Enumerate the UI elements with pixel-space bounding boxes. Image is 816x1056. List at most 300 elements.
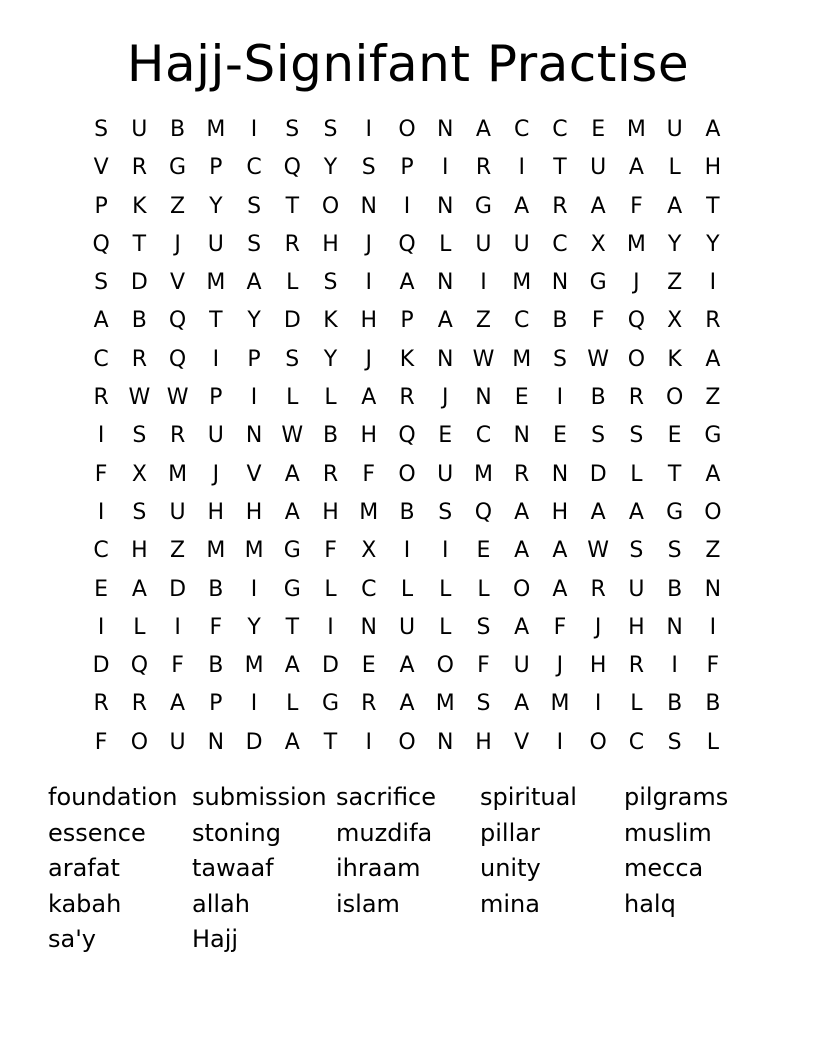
grid-letter[interactable]: Q [398, 231, 416, 257]
grid-letter[interactable]: D [245, 729, 263, 755]
grid-letter[interactable]: S [247, 231, 262, 257]
grid-letter[interactable]: O [130, 729, 149, 755]
grid-letter[interactable]: A [284, 499, 300, 525]
grid-letter[interactable]: Y [706, 231, 720, 257]
grid-letter[interactable]: H [360, 423, 378, 449]
grid-letter[interactable]: B [552, 308, 568, 334]
grid-letter[interactable]: J [594, 614, 602, 640]
grid-letter[interactable]: P [209, 385, 223, 411]
grid-letter[interactable]: N [551, 270, 569, 296]
grid-letter[interactable]: M [435, 691, 455, 717]
grid-letter[interactable]: P [209, 155, 223, 181]
grid-letter[interactable]: O [704, 499, 722, 525]
grid-letter[interactable]: W [128, 385, 151, 411]
grid-letter[interactable]: U [437, 461, 454, 487]
grid-letter[interactable]: R [475, 155, 492, 181]
grid-letter[interactable]: A [399, 270, 415, 296]
grid-letter[interactable]: O [436, 653, 454, 679]
grid-letter[interactable]: A [361, 385, 377, 411]
grid-letter[interactable]: S [629, 423, 644, 449]
grid-letter[interactable]: N [436, 117, 454, 142]
grid-letter[interactable]: C [552, 231, 568, 257]
grid-letter[interactable]: X [667, 308, 683, 334]
grid-letter[interactable]: A [705, 346, 721, 372]
grid-letter[interactable]: I [480, 270, 487, 296]
grid-letter[interactable]: C [514, 308, 530, 334]
grid-letter[interactable]: A [170, 691, 186, 717]
grid-letter[interactable]: A [628, 499, 644, 525]
grid-letter[interactable]: Q [627, 308, 646, 334]
grid-letter[interactable]: M [168, 461, 188, 487]
grid-row [82, 379, 732, 417]
grid-letter[interactable]: S [667, 729, 682, 755]
grid-letter[interactable]: N [436, 193, 454, 219]
grid-letter[interactable]: A [475, 117, 491, 142]
grid-letter[interactable]: F [209, 614, 223, 640]
grid-letter[interactable]: L [286, 270, 299, 296]
grid-letter[interactable]: O [398, 117, 416, 142]
grid-letter[interactable]: I [250, 385, 258, 411]
grid-letter[interactable]: E [552, 423, 567, 449]
grid-letter[interactable]: I [250, 576, 258, 602]
grid-letter[interactable]: Q [92, 231, 110, 257]
grid-letter[interactable]: F [630, 193, 643, 219]
grid-letter[interactable]: L [133, 614, 146, 640]
grid-letter[interactable]: G [283, 538, 301, 564]
grid-letter[interactable]: J [633, 270, 640, 296]
grid-letter[interactable]: P [94, 193, 108, 219]
grid-letter[interactable]: R [131, 346, 147, 372]
grid-letter[interactable]: L [286, 691, 299, 717]
grid-letter[interactable]: Y [667, 231, 682, 257]
grid-letter[interactable]: T [553, 155, 567, 181]
grid-letter[interactable]: I [709, 270, 717, 296]
grid-letter[interactable]: H [628, 614, 645, 640]
grid-letter[interactable]: U [666, 117, 683, 142]
grid-letter[interactable]: I [97, 614, 105, 640]
grid-letter[interactable]: R [552, 193, 568, 219]
grid-letter[interactable]: L [324, 576, 337, 602]
grid-letter[interactable]: N [245, 423, 263, 449]
word-list-item: sacrifice [336, 783, 437, 811]
grid-letter[interactable]: K [399, 346, 415, 372]
grid-letter[interactable]: M [206, 270, 226, 296]
grid-letter[interactable]: P [400, 308, 414, 334]
word-list-item: muzdifa [336, 818, 433, 847]
grid-letter[interactable]: J [174, 231, 181, 257]
grid-letter[interactable]: H [704, 155, 722, 181]
grid-row [82, 494, 732, 532]
grid-letter[interactable]: L [400, 576, 414, 602]
grid-letter[interactable]: A [399, 653, 415, 679]
grid-letter[interactable]: K [132, 193, 147, 219]
grid-letter[interactable]: U [590, 155, 607, 181]
grid-letter[interactable]: Z [170, 538, 186, 564]
grid-letter[interactable]: L [706, 729, 719, 755]
grid-letter[interactable]: G [474, 193, 492, 219]
grid-letter[interactable]: J [441, 385, 449, 411]
grid-letter[interactable]: B [208, 576, 224, 602]
grid-letter[interactable]: R [399, 385, 415, 411]
grid-letter[interactable]: U [131, 117, 148, 142]
grid-letter[interactable]: Y [209, 193, 223, 219]
grid-letter[interactable]: Z [705, 385, 721, 411]
grid-letter[interactable]: G [321, 691, 340, 717]
grid-letter[interactable]: H [551, 499, 569, 525]
grid-letter[interactable]: C [361, 576, 377, 602]
grid-letter[interactable]: B [590, 385, 606, 411]
grid-letter[interactable]: S [552, 346, 567, 372]
grid-letter[interactable]: S [476, 691, 491, 717]
grid-letter[interactable]: A [437, 308, 453, 334]
grid-letter[interactable]: L [630, 461, 643, 487]
grid-letter[interactable]: H [322, 499, 339, 525]
grid-letter[interactable]: F [171, 653, 184, 679]
grid-letter[interactable]: C [93, 346, 109, 372]
grid-letter[interactable]: O [589, 729, 607, 755]
grid-letter[interactable]: U [207, 231, 224, 257]
grid-letter[interactable]: D [283, 308, 301, 334]
grid-letter[interactable]: R [361, 691, 377, 717]
grid-letter[interactable]: N [436, 270, 454, 296]
grid-letter[interactable]: N [513, 423, 530, 449]
grid-letter[interactable]: N [360, 193, 377, 219]
grid-letter[interactable]: A [667, 193, 683, 219]
grid-letter[interactable]: Z [475, 308, 491, 334]
grid-letter[interactable]: I [327, 614, 334, 640]
grid-letter[interactable]: C [93, 538, 109, 564]
grid-letter[interactable]: B [705, 691, 721, 717]
grid-letter[interactable]: T [667, 461, 682, 487]
grid-letter[interactable]: H [589, 653, 607, 679]
grid-letter[interactable]: E [667, 423, 682, 449]
grid-letter[interactable]: G [589, 270, 607, 296]
grid-letter[interactable]: E [591, 117, 606, 142]
grid-letter[interactable]: A [590, 499, 606, 525]
grid-letter[interactable]: I [594, 691, 602, 717]
grid-letter[interactable]: R [628, 385, 645, 411]
grid-letter[interactable]: C [628, 729, 645, 755]
grid-letter[interactable]: J [212, 461, 220, 487]
grid-letter[interactable]: S [629, 538, 644, 564]
grid-letter[interactable]: B [208, 653, 224, 679]
grid-letter[interactable]: B [322, 423, 339, 449]
grid-letter[interactable]: D [130, 270, 148, 296]
grid-letter[interactable]: M [473, 461, 493, 487]
grid-letter[interactable]: S [591, 423, 606, 449]
grid-letter[interactable]: C [514, 117, 530, 142]
grid-letter[interactable]: M [626, 231, 646, 257]
grid-letter[interactable]: U [207, 423, 224, 449]
grid-letter[interactable]: L [439, 614, 452, 640]
grid-letter[interactable]: I [365, 270, 372, 296]
grid-letter[interactable]: F [553, 614, 567, 640]
grid-letter[interactable]: L [324, 385, 337, 411]
grid-letter[interactable]: A [514, 691, 530, 717]
grid-letter[interactable]: S [94, 270, 109, 296]
grid-letter[interactable]: U [628, 576, 645, 602]
grid-letter[interactable]: F [94, 461, 108, 487]
grid-letter[interactable]: I [671, 653, 678, 679]
grid-letter[interactable]: S [132, 423, 147, 449]
grid-letter[interactable]: H [131, 538, 148, 564]
grid-letter[interactable]: V [170, 270, 186, 296]
grid-letter[interactable]: F [94, 729, 108, 755]
grid-letter[interactable]: N [360, 614, 377, 640]
grid-letter[interactable]: M [626, 117, 646, 142]
grid-letter[interactable]: A [284, 461, 300, 487]
grid-letter[interactable]: V [93, 155, 109, 181]
grid-letter[interactable]: S [132, 499, 147, 525]
grid-letter[interactable]: M [206, 117, 226, 142]
grid-letter[interactable]: J [556, 653, 564, 679]
grid-letter[interactable]: I [556, 385, 564, 411]
grid-letter[interactable]: L [668, 155, 681, 181]
grid-letter[interactable]: W [166, 385, 189, 411]
grid-letter[interactable]: J [365, 231, 372, 257]
grid-letter[interactable]: I [403, 538, 411, 564]
grid-letter[interactable]: G [283, 576, 301, 602]
grid-letter[interactable]: R [93, 385, 109, 411]
grid-row [82, 226, 732, 264]
grid-letter[interactable]: F [591, 308, 605, 334]
grid-letter[interactable]: S [476, 614, 491, 640]
grid-letter[interactable]: A [284, 653, 300, 679]
grid-letter[interactable]: E [514, 385, 529, 411]
grid-letter[interactable]: F [324, 538, 337, 564]
grid-letter[interactable]: H [475, 729, 492, 755]
grid-letter[interactable]: R [628, 653, 645, 679]
grid-letter[interactable]: U [513, 231, 530, 257]
grid-letter[interactable]: T [285, 614, 300, 640]
grid-letter[interactable]: L [630, 691, 643, 717]
grid-letter[interactable]: G [169, 155, 187, 181]
grid-letter[interactable]: M [359, 499, 379, 525]
grid-letter[interactable]: F [362, 461, 376, 487]
grid-letter[interactable]: L [477, 576, 490, 602]
grid-letter[interactable]: D [92, 653, 110, 679]
grid-letter[interactable]: F [477, 653, 490, 679]
grid-letter[interactable]: A [93, 308, 109, 334]
grid-letter[interactable]: M [244, 653, 264, 679]
grid-letter[interactable]: S [323, 117, 338, 142]
grid-letter[interactable]: A [705, 117, 721, 142]
grid-letter[interactable]: B [667, 576, 683, 602]
grid-letter[interactable]: P [400, 155, 414, 181]
grid-letter[interactable]: M [244, 538, 264, 564]
grid-letter[interactable]: P [209, 691, 223, 717]
grid-letter[interactable]: D [169, 576, 187, 602]
grid-letter[interactable]: A [705, 461, 721, 487]
grid-letter[interactable]: Q [168, 346, 187, 372]
grid-letter[interactable]: X [361, 538, 377, 564]
grid-letter[interactable]: V [514, 729, 530, 755]
grid-letter[interactable]: L [439, 231, 452, 257]
grid-letter[interactable]: Z [667, 270, 683, 296]
grid-letter[interactable]: M [206, 538, 226, 564]
grid-letter[interactable]: H [207, 499, 225, 525]
grid-letter[interactable]: A [399, 691, 415, 717]
grid-letter[interactable]: V [246, 461, 262, 487]
grid-letter[interactable]: W [472, 346, 495, 372]
grid-letter[interactable]: Q [130, 653, 149, 679]
grid-letter[interactable]: R [590, 576, 606, 602]
grid-letter[interactable]: B [170, 117, 186, 142]
grid-letter[interactable]: M [512, 346, 532, 372]
grid-letter[interactable]: O [398, 729, 416, 755]
grid-letter[interactable]: N [436, 346, 454, 372]
grid-letter[interactable]: L [286, 385, 299, 411]
grid-letter[interactable]: Q [398, 423, 416, 449]
grid-letter[interactable]: T [132, 231, 147, 257]
grid-letter[interactable]: Q [474, 499, 493, 525]
grid-letter[interactable]: S [94, 117, 109, 142]
grid-letter[interactable]: W [281, 423, 304, 449]
grid-letter[interactable]: R [514, 461, 530, 487]
grid-letter[interactable]: A [514, 193, 530, 219]
grid-letter[interactable]: I [709, 614, 717, 640]
grid-letter[interactable]: W [587, 538, 610, 564]
grid-letter[interactable]: N [436, 729, 454, 755]
grid-letter[interactable]: R [93, 691, 109, 717]
grid-letter[interactable]: X [590, 231, 606, 257]
grid-letter[interactable]: B [667, 691, 683, 717]
grid-letter[interactable]: F [706, 653, 720, 679]
grid-letter[interactable]: H [245, 499, 263, 525]
grid-letter[interactable]: C [475, 423, 492, 449]
grid-letter[interactable]: A [284, 729, 300, 755]
grid-letter[interactable]: I [365, 729, 372, 755]
grid-letter[interactable]: U [513, 653, 530, 679]
grid-letter[interactable]: R [322, 461, 339, 487]
grid-letter[interactable]: Y [247, 614, 261, 640]
grid-letter[interactable]: H [360, 308, 378, 334]
grid-letter[interactable]: N [475, 385, 492, 411]
grid-letter[interactable]: U [169, 729, 186, 755]
grid-letter[interactable]: A [514, 499, 530, 525]
grid-letter[interactable]: I [212, 346, 220, 372]
grid-letter[interactable]: I [174, 614, 181, 640]
grid-letter[interactable]: O [321, 193, 340, 219]
grid-letter[interactable]: I [97, 423, 105, 449]
grid-letter[interactable]: T [209, 308, 223, 334]
grid-letter[interactable]: G [704, 423, 722, 449]
grid-letter[interactable]: A [628, 155, 644, 181]
word-list-item: Hajj [192, 925, 239, 954]
grid-letter[interactable]: S [667, 538, 682, 564]
grid-letter[interactable]: E [361, 653, 376, 679]
grid-letter[interactable]: N [551, 461, 569, 487]
grid-letter[interactable]: S [361, 155, 376, 181]
grid-letter[interactable]: E [438, 423, 453, 449]
word-list [48, 780, 768, 958]
grid-letter[interactable]: O [513, 576, 531, 602]
grid-letter[interactable]: L [439, 576, 452, 602]
grid-letter[interactable]: Y [323, 155, 338, 181]
grid-letter[interactable]: X [131, 461, 147, 487]
grid-letter[interactable]: I [250, 117, 258, 142]
grid-letter[interactable]: A [590, 193, 606, 219]
word-list-item: stoning [192, 818, 281, 847]
grid-row [82, 724, 732, 762]
grid-letter[interactable]: C [246, 155, 262, 181]
grid-letter[interactable]: I [403, 193, 411, 219]
grid-letter[interactable]: M [512, 270, 532, 296]
grid-letter[interactable]: D [322, 653, 339, 679]
grid-letter[interactable]: A [246, 270, 262, 296]
grid-letter[interactable]: I [441, 538, 449, 564]
grid-letter[interactable]: I [250, 691, 258, 717]
grid-letter[interactable]: Q [168, 308, 187, 334]
grid-letter[interactable]: S [323, 270, 338, 296]
grid-letter[interactable]: U [398, 614, 416, 640]
grid-letter[interactable]: A [131, 576, 147, 602]
grid-letter[interactable]: O [398, 461, 416, 487]
grid-letter[interactable]: R [169, 423, 186, 449]
grid-letter[interactable]: D [589, 461, 607, 487]
grid-letter[interactable]: J [365, 346, 372, 372]
grid-letter[interactable]: S [438, 499, 453, 525]
grid-letter[interactable]: S [285, 117, 300, 142]
grid-letter[interactable]: N [704, 576, 722, 602]
grid-letter[interactable]: A [514, 614, 530, 640]
grid-letter[interactable]: I [556, 729, 564, 755]
grid-letter[interactable]: O [665, 385, 684, 411]
grid-letter[interactable]: I [518, 155, 525, 181]
grid-letter[interactable]: K [323, 308, 338, 334]
grid-letter[interactable]: S [285, 346, 300, 372]
grid-letter[interactable]: W [587, 346, 610, 372]
grid-letter[interactable]: I [441, 155, 449, 181]
grid-letter[interactable]: Y [323, 346, 338, 372]
grid-letter[interactable]: R [705, 308, 721, 334]
grid-letter[interactable]: I [97, 499, 105, 525]
grid-letter[interactable]: U [169, 499, 186, 525]
grid-letter[interactable]: S [247, 193, 262, 219]
grid-letter[interactable]: Z [705, 538, 721, 564]
grid-letter[interactable]: A [552, 538, 568, 564]
word-list-item: kabah [48, 889, 122, 918]
grid-letter[interactable]: K [667, 346, 682, 372]
grid-letter[interactable]: Y [247, 308, 261, 334]
grid-letter[interactable]: C [552, 117, 568, 142]
grid-letter[interactable]: I [365, 117, 372, 142]
grid-letter[interactable]: T [285, 193, 300, 219]
grid-letter[interactable]: O [627, 346, 646, 372]
grid-letter[interactable]: E [94, 576, 109, 602]
word-list-item: muslim [624, 818, 712, 847]
grid-letter[interactable]: N [666, 614, 683, 640]
grid-letter[interactable]: M [550, 691, 570, 717]
grid-letter[interactable]: A [514, 538, 530, 564]
grid-letter[interactable]: T [706, 193, 720, 219]
grid-letter[interactable]: G [666, 499, 684, 525]
grid-letter[interactable]: A [552, 576, 568, 602]
grid-letter[interactable]: Q [283, 155, 301, 181]
grid-letter[interactable]: R [284, 231, 300, 257]
grid-letter[interactable]: R [131, 155, 147, 181]
grid-letter[interactable]: E [476, 538, 491, 564]
grid-letter[interactable]: B [399, 499, 415, 525]
grid-letter[interactable]: R [131, 691, 147, 717]
grid-letter[interactable]: T [323, 729, 338, 755]
grid-letter[interactable]: B [131, 308, 147, 334]
grid-letter[interactable]: Z [170, 193, 186, 219]
grid-letter[interactable]: N [207, 729, 225, 755]
grid-letter[interactable]: H [322, 231, 339, 257]
grid-letter[interactable]: P [247, 346, 261, 372]
grid-letter[interactable]: U [475, 231, 492, 257]
